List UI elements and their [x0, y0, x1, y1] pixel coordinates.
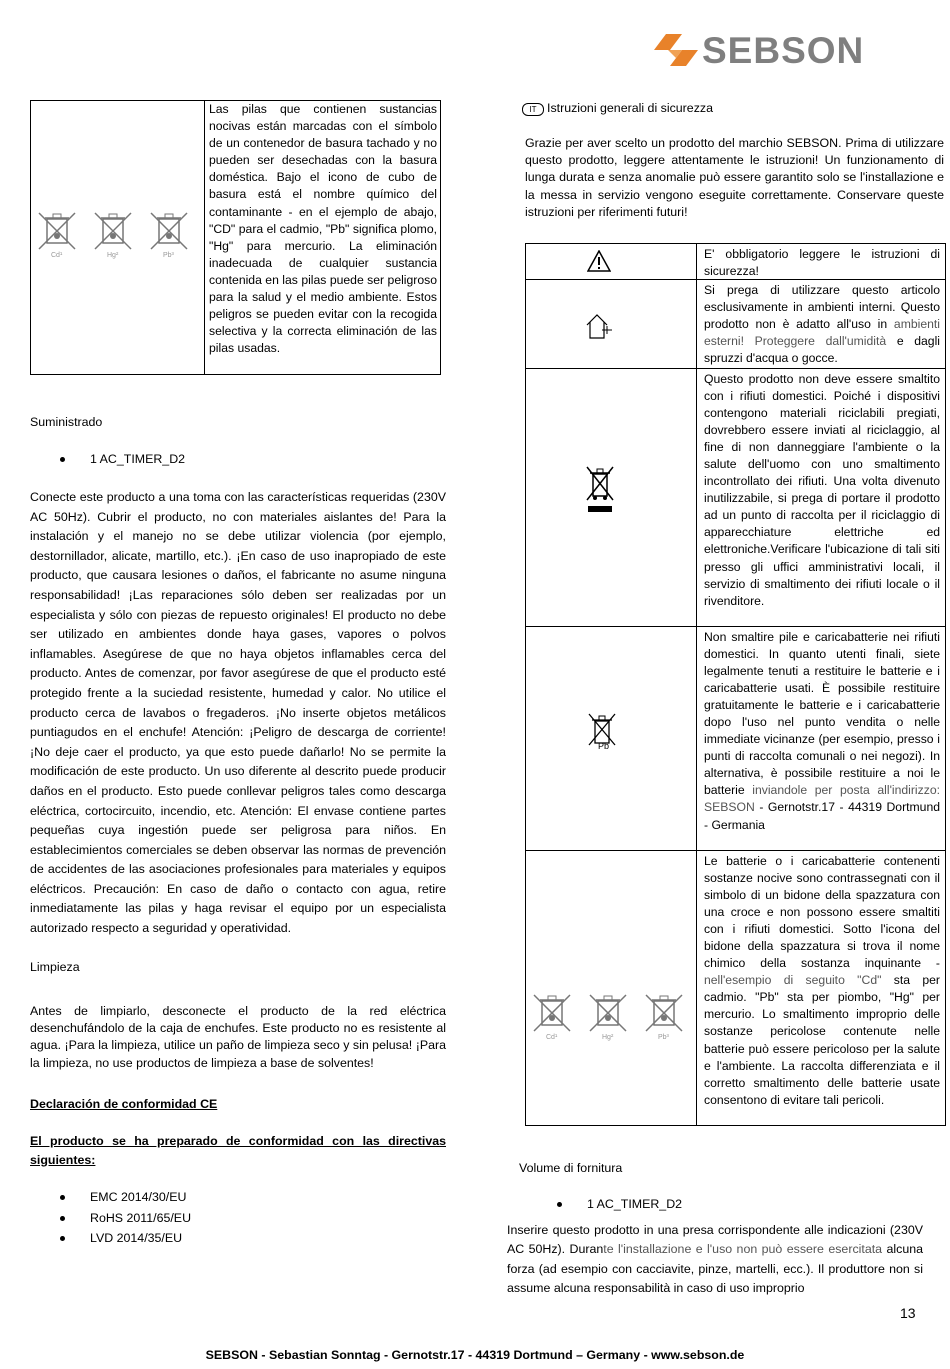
- bin-label: Cd¹: [546, 1034, 558, 1041]
- sebson-logo: [654, 28, 866, 74]
- crossed-bin-pb-icon: [644, 991, 684, 1041]
- row-text: Le batterie o i caricabatterie contenenti sostanze nocive sono contrassegnati con il simbolo di un bidone della spazzatura con una croce e non possono essere smaltiti con i rifiuti domestici. Sotto l'icona del bidone della spazzatura si trova il nome chimico della sostanza inquinante - nell'esempio di seguito "Cd" sta per cadmio. "Pb" sta per piombo, "Hg" per mercurio. Lo smaltimento improprio delle sostanze pericolose contenute nelle batterie può essere pericoloso per la salute e l'ambiente. La raccolta differenziata e il corretto smaltimento delle batterie usate consentono di evitare tali pericoli.: [704, 854, 940, 1107]
- list-item: EMC 2014/30/EU: [60, 1189, 191, 1210]
- safety-heading-it: Istruzioni generali di sicurezza: [547, 101, 713, 115]
- bullet-icon: [60, 1216, 65, 1221]
- bin-label: Hg²: [107, 252, 119, 259]
- crossed-bin-pb-icon: [149, 209, 189, 259]
- bullet-icon: [60, 1236, 65, 1241]
- bullet-icon: [557, 1202, 562, 1207]
- battery-bins-group: [37, 209, 189, 259]
- list-item: LVD 2014/35/EU: [60, 1230, 191, 1251]
- bin-label: Pb³: [658, 1034, 669, 1041]
- icon-cell: [526, 280, 697, 368]
- bin-label: Pb: [598, 741, 610, 751]
- battery-bins-cell: [31, 101, 205, 374]
- language-badge-it: IT: [522, 103, 544, 116]
- table-row: [526, 279, 945, 368]
- warning-icon: [587, 250, 611, 272]
- list-item: 1 AC_TIMER_D2: [60, 451, 185, 472]
- battery-bins-group: [532, 991, 684, 1041]
- crossed-bin-cd-icon: [37, 209, 77, 259]
- brand-name: SEBSON: [702, 30, 865, 71]
- list-item: 1 AC_TIMER_D2: [557, 1196, 682, 1217]
- weee-bin-icon: [585, 464, 615, 516]
- indoor-house-icon: [584, 312, 614, 342]
- bottom-text-it: Inserire questo prodotto in una presa corrispondente alle indicazioni (230V AC 50Hz). Durante l'installazione e l'uso non può essere esercitata alcuna forza (ad esempio con cacciavite, pinze, martelli, ecc.). Il produttore non si assume alcuna responsabilità in caso di uso improprio: [507, 1223, 923, 1296]
- icon-cell: [526, 627, 697, 850]
- table-row: [526, 368, 945, 626]
- cleaning-text: Antes de limpiarlo, desconecte el producto de la red eléctrica desenchufándolo de la caja de enchufes. Este producto no es resistente al agua. ¡Para la limpieza, utilice un paño de limpieza seco y sin pelusa! ¡Para la limpieza, no use productos de limpieza a base de solventes!: [30, 1004, 446, 1070]
- supply-list-es: [60, 451, 185, 472]
- bin-label: Hg²: [602, 1034, 614, 1041]
- icon-cell: [526, 851, 697, 1125]
- battery-disposal-table: [30, 100, 441, 375]
- row-text: Questo prodotto non deve essere smaltito con i rifiuti domestici. Poiché i dispositivi contengono materiali riciclabili pregiati, dovrebbero essere inviati al riciclaggio, al fine di non danneggiare l'ambiente o la salute dell'uomo con uno smaltimento incontrollato dei rifiuti. Una volta divenuto inutilizzabile, si prega di portare il prodotto ad un punto di raccolta per il riciclaggio di apparecchiature elettriche ed elettroniche.Verificare l'ubicazione di tali siti presso gli uffici amministrativi locali, il servizio di smaltimento dei rifiuti locale o il rivenditore.: [704, 372, 940, 608]
- logo-mark-icon: [654, 32, 700, 68]
- crossed-bin-hg-icon: [93, 209, 133, 259]
- disposal-text: Las pilas que contienen sustancias nocivas están marcadas con el símbolo de un contenedor de basura tachado y no pueden ser desechadas con la basura doméstica. Bajo el icono de cubo de basura está el nombre químico del contaminante - en el ejemplo de abajo, "CD" para el cadmio, "Pb" significa plomo, "Hg" para mercurio. La eliminación inadecuada de cualquier sustancia contenida en las pilas puede ser peligroso para la salud y el medio ambiente. Estos peligros se pueden evitar con la recogida selectiva y la correcta eliminación de las pilas usadas.: [209, 102, 437, 356]
- icon-cell: [526, 244, 697, 279]
- icon-cell: [526, 369, 697, 626]
- footer: SEBSON - Sebastian Sonntag - Gernotstr.17 - 44319 Dortmund – Germany - www.sebson.de: [205, 1348, 745, 1362]
- table-row: [526, 850, 945, 1125]
- bullet-icon: [60, 457, 65, 462]
- table-row: [526, 244, 945, 279]
- bullet-icon: [60, 1195, 65, 1200]
- row-text: E' obbligatorio leggere le istruzioni di sicurezza!: [704, 247, 940, 279]
- safety-symbols-table: [525, 243, 946, 1126]
- list-item: RoHS 2011/65/EU: [60, 1210, 191, 1231]
- table-row: [526, 626, 945, 850]
- page-number: 13: [900, 1305, 916, 1321]
- crossed-bin-hg-icon: [588, 991, 628, 1041]
- supply-heading-es: Suministrado: [30, 415, 103, 429]
- ce-intro: El producto se ha preparado de conformidad con las directivas siguientes:: [30, 1134, 446, 1167]
- supply-heading-it: Volume di fornitura: [519, 1161, 623, 1175]
- bin-label: Cd¹: [51, 252, 63, 259]
- ce-directives-list: [60, 1189, 191, 1251]
- intro-text-it: Grazie per aver scelto un prodotto del marchio SEBSON. Prima di utilizzare questo prodotto, leggere attentamente le istruzioni! Un funzionamento di lunga durata e senza anomalie può essere garantito solo se l'installazione e la messa in servizio vengono eseguite correttamente. Conservare queste istruzioni per riferimenti futuri!: [525, 136, 944, 219]
- crossed-bin-cd-icon: [532, 991, 572, 1041]
- supply-list-it: [557, 1196, 682, 1217]
- bin-label: Pb³: [163, 252, 174, 259]
- row-text: Si prega di utilizzare questo articolo esclusivamente in ambienti interni. Questo prodotto non è adatto all'uso in ambienti esterni! Proteggere dall'umidità e dagli spruzzi d'acqua o gocce.: [704, 283, 940, 366]
- cleaning-heading: Limpieza: [30, 960, 80, 974]
- row-text: Non smaltire pile e caricabatterie nei rifiuti domestici. In quanto utenti finali, siete legalmente tenuti a restituire le batterie e i caricabatterie usati. È possibile restituire gratuitamente le batterie e i caricabatterie dopo l'uso nel punto vendita o nelle immediate vicinanze (per esempio, presso i punti di raccolta comunali o nei negozi). In alternativa, è possibile restituire a noi le batterie inviandole per posta all'indirizzo: SEBSON - Gernotstr.17 - 44319 Dortmund - Germania: [704, 630, 940, 832]
- ce-heading: Declaración de conformidad CE: [30, 1097, 218, 1111]
- safety-text-es: Conecte este producto a una toma con las características requeridas (230V AC 50Hz). Cubrir el producto, no con materiales aislantes de! Para la instalación y el manejo no se debe utilizar violencia (por ejemplo, destornillador, alicate, martillo, etc.). ¡En caso de uso inapropiado de este producto, que causara lesiones o daños, el fabricante no asume ninguna responsabilidad! ¡Las reparaciones sólo deben ser realizadas por un especialista y sólo con piezas de repuesto originales! El producto no debe ser utilizado en ambientes donde haya gases, vapores o polvos inflamables. Asegúrese de que no haya objetos inflamables cerca del producto. Antes de comenzar, por favor asegúrese de que el producto esté protegido frente a la suciedad resistente, humedad y calor. No utilice el producto cerca de lavabos o fregaderos. ¡No inserte objetos metálicos puntiagudos en el enchufe! Atención: ¡Peligro de descarga de corriente! ¡No deje caer el producto, ya que esto puede dañarlo! No se permite la modificación de este producto. Un uso diferente al descrito puede producir daños en el producto. Esto puede conllevar peligros tales como descarga eléctrica, cortocircuito, incendio, etc. Atención: El envase contiene partes pequeñas cuya ingestión puede ser peligrosa para niños. En establecimientos comerciales se deben observar las normas de prevención de accidentes de las asociaciones profesionales para materiales y equipos eléctricos. Precaución: En caso de daño o contacto con agua, retire inmediatamente las pilas y haga revisar el equipo por un especialista autorizado respecto a seguridad y operatividad.: [30, 490, 446, 936]
